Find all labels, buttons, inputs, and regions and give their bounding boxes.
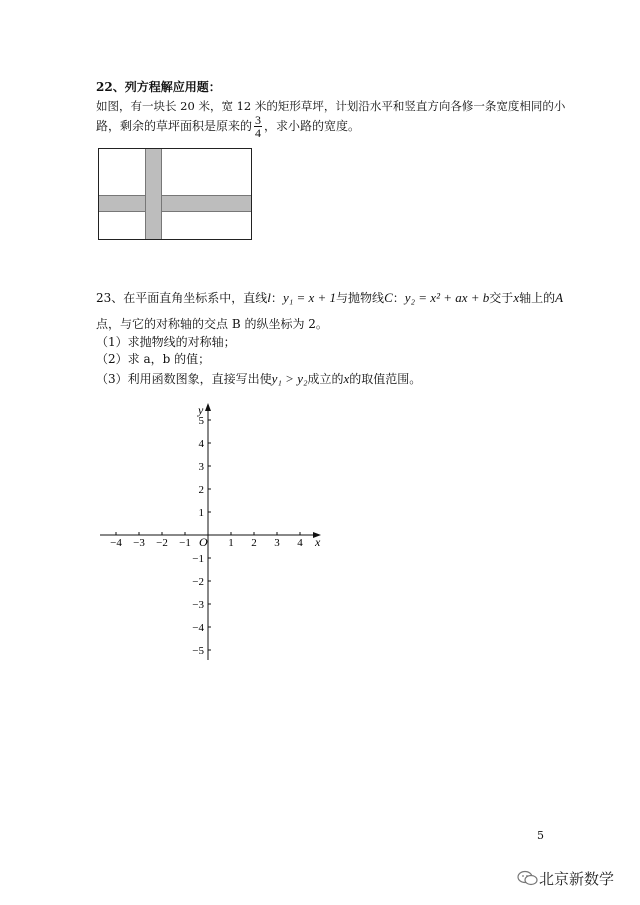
q23-part2: （2）求 a，b 的值；	[96, 352, 211, 366]
y-tick-label: 3	[198, 461, 204, 473]
x-tick-label: 3	[274, 537, 280, 549]
x-tick-label: −4	[110, 537, 122, 549]
q22-line2-pre: 路，剩余的草坪面积是原来的	[96, 119, 253, 133]
wechat-icon	[517, 870, 539, 886]
x-tick-label: 2	[251, 537, 257, 549]
watermark	[517, 868, 614, 889]
y-tick-label: −4	[192, 622, 204, 634]
y-axis-arrow	[205, 403, 211, 411]
y-tick-label: 2	[198, 484, 204, 496]
q23-line2: 点，与它的对称轴的交点 B 的纵坐标为 2。	[96, 317, 328, 331]
y-tick-label: 4	[198, 438, 204, 450]
q23-part1: （1）求抛物线的对称轴；	[96, 335, 236, 349]
x-tick-label: −2	[156, 537, 168, 549]
watermark-text: 北京新数学	[539, 870, 615, 888]
point-a: A	[555, 290, 564, 305]
q23-text-d: 轴上的	[519, 291, 556, 305]
q23-text-a: 在平面直角坐标系中，直线	[123, 291, 268, 305]
origin-label: O	[199, 535, 208, 549]
q22-frac-denominator: 4	[255, 126, 262, 140]
inequality: y₁ > y₂	[271, 371, 308, 386]
q22-heading-text: 列方程解应用题：	[124, 80, 221, 94]
line-l-name: l	[267, 290, 271, 305]
q22-line1: 如图，有一块长 20 米，宽 12 米的矩形草坪，计划沿水平和竖直方向各修一条宽度相同的小	[96, 99, 566, 113]
x-tick-label: 1	[228, 537, 234, 549]
parabola-equation: y₂ = x² + ax + b	[404, 290, 490, 305]
q22-frac-numerator: 3	[255, 113, 262, 127]
y-tick-label: −5	[192, 645, 204, 657]
part3-var: x	[343, 371, 350, 386]
q23-number: 23、	[96, 291, 124, 305]
q23-text-b: 与抛物线	[336, 291, 385, 305]
y-tick-label: 5	[198, 415, 204, 427]
y-tick-label: −3	[192, 599, 204, 611]
q23-text-c: 交于	[489, 291, 514, 305]
x-tick-label: −1	[179, 537, 191, 549]
x-axis-var: x	[513, 290, 520, 305]
page-number: 5	[537, 829, 544, 842]
y-axis-label: y	[198, 403, 204, 417]
q23-part3-post: 的取值范围。	[349, 372, 422, 386]
y-tick-label: 1	[198, 507, 204, 519]
y-tick-label: −2	[192, 576, 204, 588]
parabola-c-name: C	[384, 290, 393, 305]
q23-colon1: ：	[270, 291, 283, 305]
q23-part3-mid: 成立的	[307, 372, 344, 386]
x-tick-label: −3	[133, 537, 145, 549]
q23-part3-pre: （3）利用函数图象，直接写出使	[96, 372, 272, 386]
q22-number: 22、	[96, 80, 125, 94]
line-equation: y₁ = x + 1	[282, 290, 337, 305]
q22-line2-post: ，求小路的宽度。	[264, 119, 361, 133]
x-tick-label: 4	[297, 537, 303, 549]
y-tick-label: −1	[192, 553, 204, 565]
x-axis-label: x	[315, 535, 321, 549]
q23-colon2: ：	[392, 291, 405, 305]
